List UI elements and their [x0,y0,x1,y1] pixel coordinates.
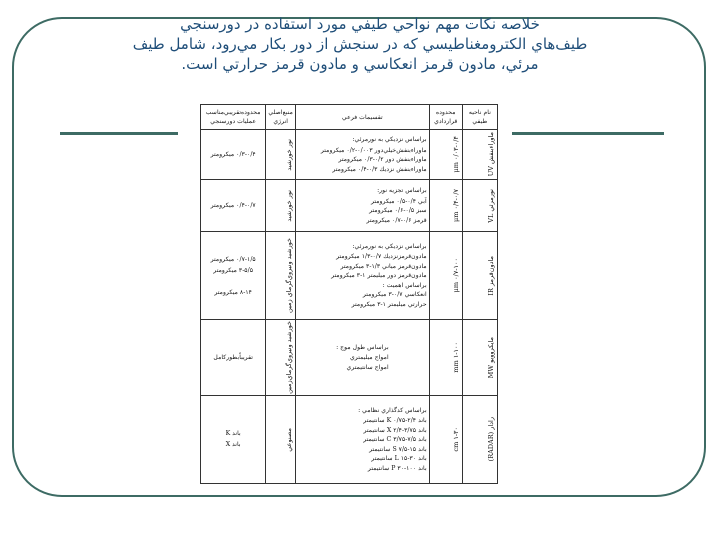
application-line: ۰/۷-۱/۵ ميكرومتر [210,255,256,263]
application-line: ۸-۱۴ ميكرومتر [214,288,252,296]
application-line: تقريباً‌بطوركامل [213,353,253,361]
region-range: ۰/۴-۰/۷ μm [451,188,460,222]
region-range: ۱-۳۰ cm [451,427,460,452]
sub-line: مادون‌قرمز دور ميليمتر ۱-۳ ميكرومتر [331,272,427,280]
sub-line: امواج سانتيمتري [346,363,389,371]
sub-heading: براساس نزديكي به نورمرئي: [352,136,427,143]
energy-source: مصنوعي [285,427,294,452]
sub-line: ماوراءبنفش‌خيلي‌دور ۰/۰۰۳-۰/۲ ميكرومتر [320,146,427,154]
table-row [201,180,498,232]
application-line: باند K [225,430,241,438]
region-range: ۱-۱۰۰ mm [451,342,460,373]
divider-right [512,132,664,135]
cell-name [462,395,497,483]
cell-name [462,232,497,320]
title-line-1: خلاصه نكات مهم نواحي طيفي مورد استفاده در دورسنجي [180,15,540,33]
energy-source: خورشيد ونيروي‌گرماي‌زمين [285,321,294,394]
application-line: ۰/۳-۰/۴ ميكرومتر [210,151,256,158]
cell-name [462,320,497,396]
sub-line: سبز ۰/۵-۰/۶ ميكرومتر [369,207,427,214]
cell-source [266,395,296,483]
cell-application [201,395,266,483]
table-row [201,232,498,320]
sub-line: ماوراءبنفش نزديك ۰/۳-۰/۴ ميكرومتر [332,165,427,173]
region-range: ۰/۰۳-۰/۴ μm [451,136,460,173]
cell-application [201,130,266,180]
sub-line: انعكاسي ۰/۷-۳ ميكرومتر [362,291,427,299]
sub-line: آبي ۰/۴-۰/۵ ميكرومتر [370,197,427,205]
slide-title [60,14,660,74]
cell-subdivisions [296,232,430,320]
cell-subdivisions [296,395,430,483]
application-line: باند X [225,441,241,449]
sub-line: باند K ۰/۷۵-۲/۴ سانتيمتر [363,417,427,425]
cell-application [201,320,266,396]
cell-name [462,130,497,180]
sub-line: باند C ۳/۷۵-۷/۵ سانتيمتر [363,436,427,444]
table-header-row [201,105,498,130]
table-row [201,130,498,180]
sub-line: باند L ۱۵-۳۰ سانتيمتر [371,455,427,463]
cell-range [429,395,462,483]
cell-subdivisions [296,180,430,232]
cell-source [266,130,296,180]
spectrum-table [200,104,498,484]
sub-line: باند X ۲/۴-۳/۷۵ سانتيمتر [363,426,427,434]
cell-application [201,232,266,320]
cell-range [429,232,462,320]
region-name: رادار (RADAR) [487,417,495,462]
title-line-2: طيف‌هاي الكترومغناطيسي كه در سنجش از دور بكار مي‌رود، شامل طيف [132,35,588,53]
sub-line: امواج ميليمتري [349,354,389,362]
region-range: ۰/۷-۱۰۰ μm [451,258,460,293]
energy-source: نور خورشيد [285,189,294,222]
cell-subdivisions [296,130,430,180]
table-row [201,395,498,483]
sub-line: باند P ۳۰-۱۰۰ سانتيمتر [367,464,427,472]
region-name: مايكروويو MW [487,336,495,379]
application-line: ۰/۴-۰/۷ ميكرومتر [210,202,256,209]
sub-line: مادون‌قرمزنزديك ۰/۷-۱/۳ ميكرومتر [336,253,427,261]
sub-heading: براساس كدگذاري نظامي : [358,406,427,414]
cell-range [429,180,462,232]
header-application: محدوده‌تقريبي‌مناسب عمليات دورسنجي [201,105,266,130]
header-subdivisions: تقسيمات فرعي [296,105,430,130]
header-name: نام ناحيه طيفي [462,105,497,130]
energy-source: نور خورشيد [285,138,294,171]
cell-source [266,320,296,396]
divider-left [60,132,178,135]
table-row [201,320,498,396]
cell-name [462,180,497,232]
sub-heading: براساس نزديكي به نورمرئي: [352,242,427,250]
energy-source: خورشيد ونيروي‌گرماي زمين [285,238,294,313]
cell-range [429,130,462,180]
cell-source [266,232,296,320]
sub-line: براساس اهميت : [382,281,427,289]
application-line [203,276,263,287]
sub-line: قرمز ۰/۶-۰/۷ ميكرومتر [366,216,427,224]
sub-heading: براساس طول موج : [336,343,389,351]
cell-source [266,180,296,232]
region-name: مادون‌قرمز IR [487,255,495,296]
header-source: منبع‌اصلي انرژي [266,105,296,130]
header-range: محدوده قراردادي [429,105,462,130]
region-name: ماوراءبنفش UV [487,132,495,177]
sub-line: حرارتي ميليمتر ۱-۳ ميكرومتر [351,300,427,308]
cell-range [429,320,462,396]
application-line: ۳-۵/۵ ميكرومتر [213,266,254,274]
sub-line: ماوراءبنفش دور ۰/۲-۰/۳ ميكرومتر [338,156,427,163]
sub-heading: براساس تجزيه نور: [377,187,427,194]
region-name: نورمرئي VL [487,188,495,223]
sub-line: باند S ۷/۵-۱۵ سانتيمتر [369,445,427,453]
sub-line: مادون‌قرمز مياني ۱/۳-۳ ميكرومتر [340,262,427,270]
cell-subdivisions [296,320,430,396]
title-line-3: مرئي، مادون قرمز انعكاسي و مادون قرمز حرارتي است. [181,55,539,73]
cell-application [201,180,266,232]
